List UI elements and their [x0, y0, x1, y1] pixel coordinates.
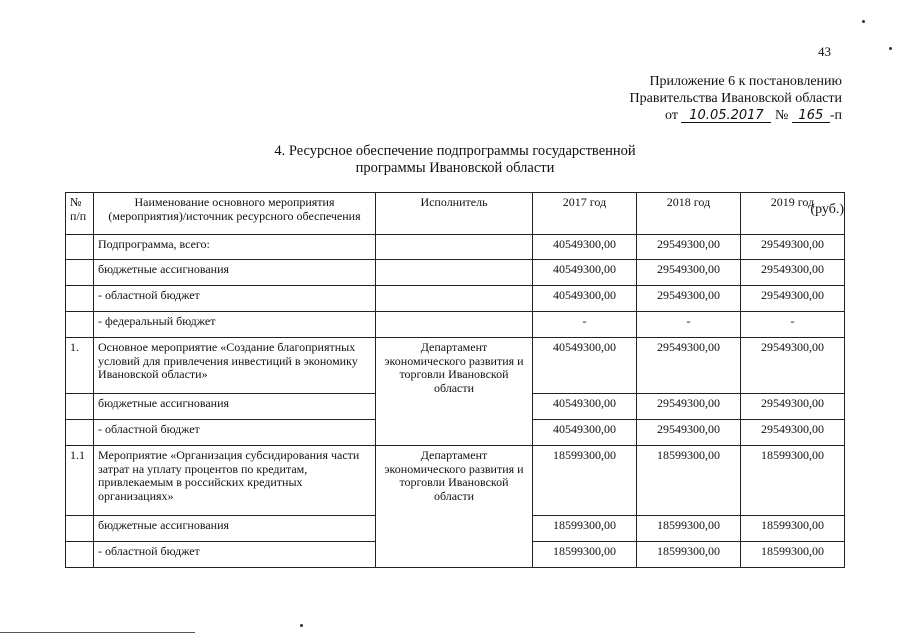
header-2018: 2018 год: [637, 193, 741, 235]
value-2019: 29549300,00: [741, 286, 845, 312]
title-line-1: 4. Ресурсное обеспечение подпрограммы государственной: [274, 143, 636, 159]
row-name: - областной бюджет: [94, 286, 376, 312]
scan-speck: [300, 624, 303, 627]
value-2017: 40549300,00: [533, 394, 637, 420]
appendix-line-1: Приложение 6 к постановлению: [649, 74, 842, 89]
header-2019: 2019 год: [741, 193, 845, 235]
appendix-header: [630, 73, 842, 124]
currency-unit: (руб.): [810, 202, 844, 217]
value-2019: -: [741, 312, 845, 338]
header-name: Наименование основного мероприятия (мероприятия)/источник ресурсного обеспечения: [94, 193, 376, 235]
value-2017: 40549300,00: [533, 286, 637, 312]
value-2019: 29549300,00: [741, 338, 845, 394]
row-executor: Департамент экономического развития и торговли Ивановской области: [376, 338, 533, 446]
handwritten-date: 10.05.2017: [681, 109, 771, 123]
footer-rule: [0, 632, 195, 633]
value-2019: 29549300,00: [741, 420, 845, 446]
row-name: Подпрограмма, всего:: [94, 235, 376, 260]
value-2018: 29549300,00: [637, 235, 741, 260]
value-2019: 29549300,00: [741, 394, 845, 420]
row-executor: Департамент экономического развития и торговли Ивановской области: [376, 446, 533, 568]
value-2018: 18599300,00: [637, 516, 741, 542]
row-name: - федеральный бюджет: [94, 312, 376, 338]
table-header-row: [66, 193, 845, 235]
title-line-2: программы Ивановской области: [355, 160, 555, 176]
table-row: [66, 260, 845, 286]
row-name: бюджетные ассигнования: [94, 260, 376, 286]
header-num: № п/п: [66, 193, 94, 235]
row-name: бюджетные ассигнования: [94, 394, 376, 420]
value-2018: 29549300,00: [637, 394, 741, 420]
appendix-line-2: Правительства Ивановской области: [629, 91, 842, 106]
value-2017: 40549300,00: [533, 420, 637, 446]
value-2017: 18599300,00: [533, 516, 637, 542]
value-2019: 18599300,00: [741, 542, 845, 568]
header-executor: Исполнитель: [376, 193, 533, 235]
table-row: [66, 286, 845, 312]
row-name: Основное мероприятие «Создание благоприятных условий для привлечения инвестиций в экономику Ивановской области»: [94, 338, 376, 394]
value-2017: 40549300,00: [533, 235, 637, 260]
row-name: - областной бюджет: [94, 420, 376, 446]
handwritten-number: 165: [792, 109, 830, 123]
scan-speck: [862, 20, 865, 23]
table-row: [66, 235, 845, 260]
value-2017: 18599300,00: [533, 446, 637, 516]
document-title: [230, 143, 680, 177]
value-2017: 18599300,00: [533, 542, 637, 568]
resource-table: [65, 192, 845, 568]
value-2018: 29549300,00: [637, 420, 741, 446]
number-label: №: [774, 108, 789, 123]
row-name: бюджетные ассигнования: [94, 516, 376, 542]
value-2019: 29549300,00: [741, 260, 845, 286]
value-2018: 29549300,00: [637, 260, 741, 286]
value-2018: 18599300,00: [637, 542, 741, 568]
appendix-line-3: [630, 107, 842, 124]
value-2019: 18599300,00: [741, 446, 845, 516]
scan-speck: [889, 47, 892, 50]
value-2019: 29549300,00: [741, 235, 845, 260]
table-row: [66, 312, 845, 338]
value-2018: 18599300,00: [637, 446, 741, 516]
table-row: [66, 338, 845, 394]
value-2017: -: [533, 312, 637, 338]
row-num: 1.1: [66, 446, 94, 516]
number-suffix: -п: [829, 108, 842, 123]
page-number: 43: [818, 44, 831, 59]
from-label: от: [665, 108, 678, 123]
header-2017: 2017 год: [533, 193, 637, 235]
value-2018: 29549300,00: [637, 338, 741, 394]
value-2019: 18599300,00: [741, 516, 845, 542]
value-2017: 40549300,00: [533, 260, 637, 286]
value-2018: -: [637, 312, 741, 338]
value-2018: 29549300,00: [637, 286, 741, 312]
table-row: [66, 446, 845, 516]
value-2017: 40549300,00: [533, 338, 637, 394]
row-name: Мероприятие «Организация субсидирования части затрат на уплату процентов по кредитам, привлекаемым в российских кредитных организациях»: [94, 446, 376, 516]
row-name: - областной бюджет: [94, 542, 376, 568]
row-num: 1.: [66, 338, 94, 394]
